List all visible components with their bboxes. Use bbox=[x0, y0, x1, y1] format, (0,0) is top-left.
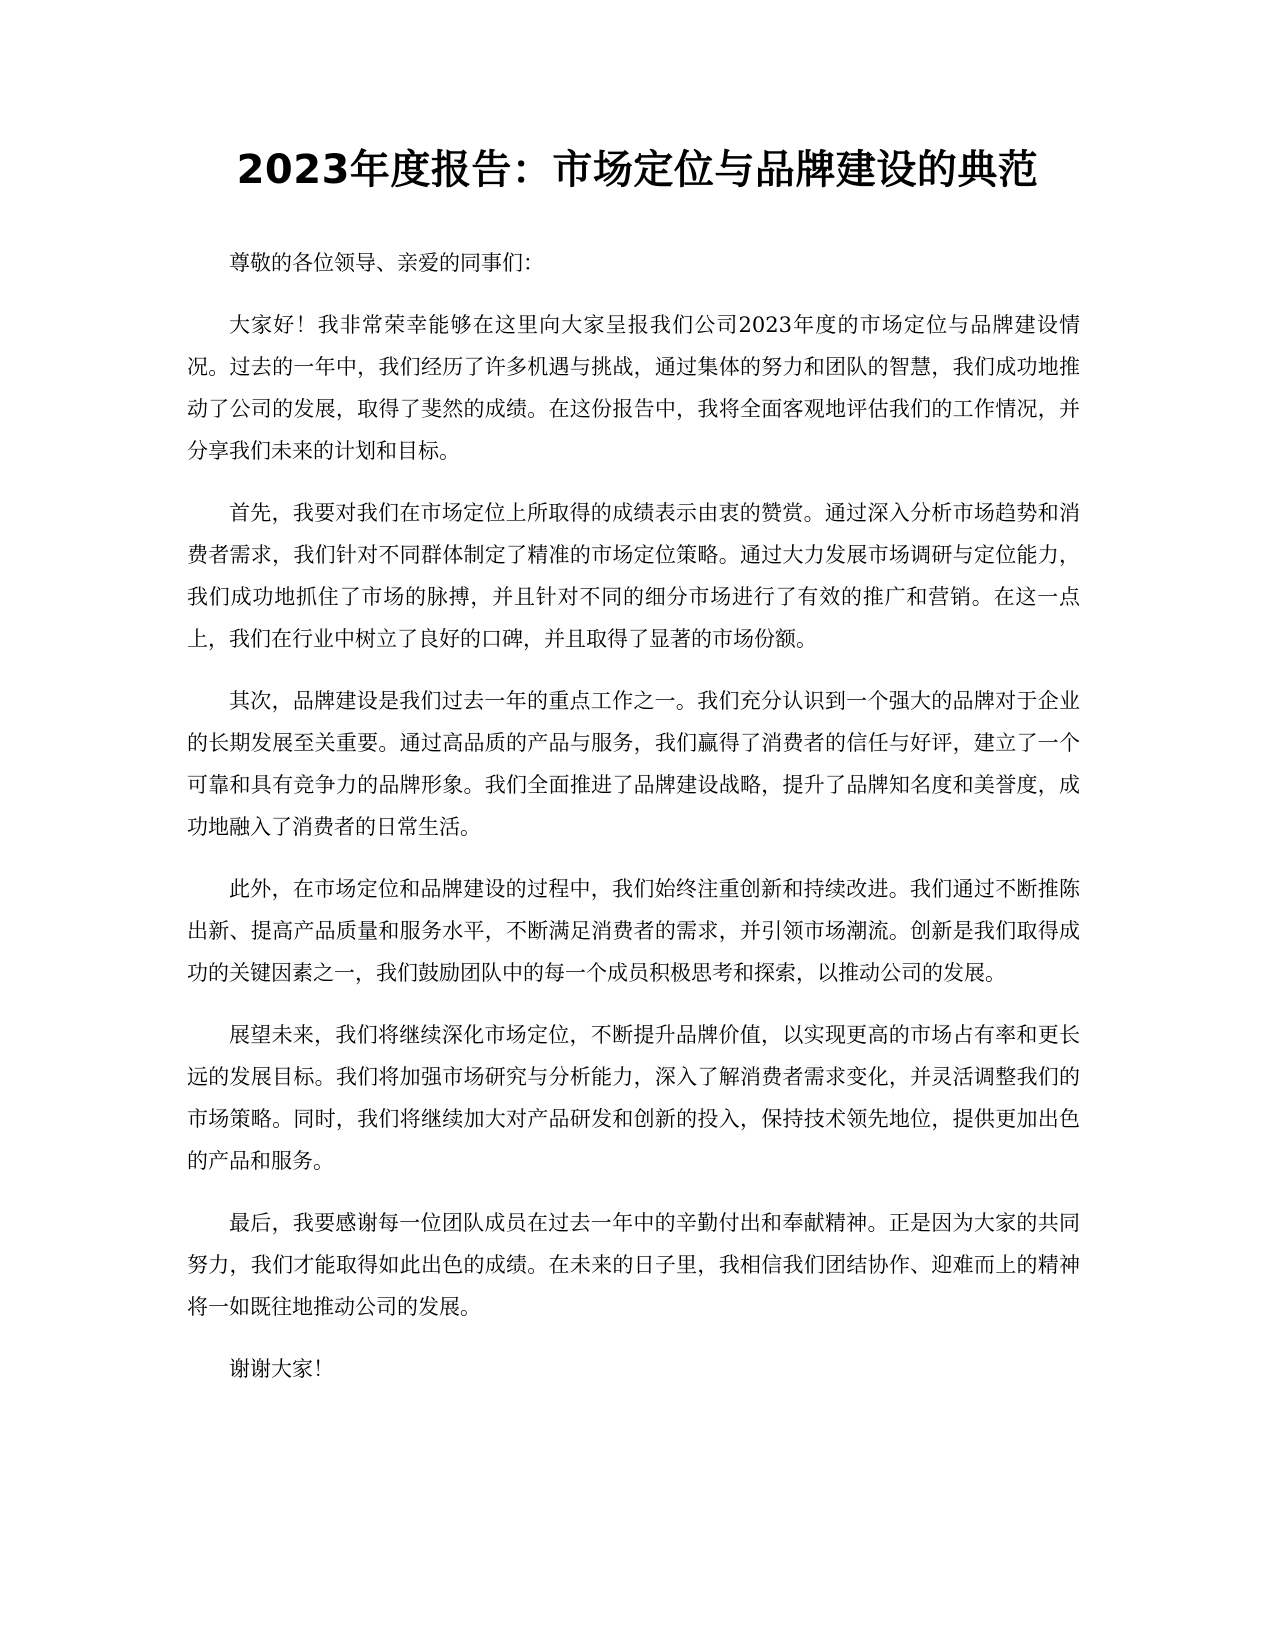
paragraph-outlook: 展望未来，我们将继续深化市场定位，不断提升品牌价值，以实现更高的市场占有率和更长远的发展目标。我们将加强市场研究与分析能力，深入了解消费者需求变化，并灵活调整我们的市场策略。同时，我们将继续加大对产品研发和创新的投入，保持技术领先地位，提供更加出色的产品和服务。 bbox=[187, 1023, 1080, 1173]
paragraph-intro: 大家好！我非常荣幸能够在这里向大家呈报我们公司2023年度的市场定位与品牌建设情况。过去的一年中，我们经历了许多机遇与挑战，通过集体的努力和团队的智慧，我们成功地推动了公司的发展，取得了斐然的成绩。在这份报告中，我将全面客观地评估我们的工作情况，并分享我们未来的计划和目标。 bbox=[187, 313, 1080, 463]
document-body bbox=[187, 242, 1080, 1410]
paragraph-brand-building: 其次，品牌建设是我们过去一年的重点工作之一。我们充分认识到一个强大的品牌对于企业的长期发展至关重要。通过高品质的产品与服务，我们赢得了消费者的信任与好评，建立了一个可靠和具有竞争力的品牌形象。我们全面推进了品牌建设战略，提升了品牌知名度和美誉度，成功地融入了消费者的日常生活。 bbox=[187, 689, 1080, 839]
paragraph-thanks: 最后，我要感谢每一位团队成员在过去一年中的辛勤付出和奉献精神。正是因为大家的共同努力，我们才能取得如此出色的成绩。在未来的日子里，我相信我们团结协作、迎难而上的精神将一如既往地推动公司的发展。 bbox=[187, 1211, 1080, 1319]
document-title: 2023年度报告：市场定位与品牌建设的典范 bbox=[236, 147, 1039, 193]
greeting: 尊敬的各位领导、亲爱的同事们： bbox=[229, 251, 544, 275]
paragraph-innovation: 此外，在市场定位和品牌建设的过程中，我们始终注重创新和持续改进。我们通过不断推陈出新、提高产品质量和服务水平，不断满足消费者的需求，并引领市场潮流。创新是我们取得成功的关键因素之一，我们鼓励团队中的每一个成员积极思考和探索，以推动公司的发展。 bbox=[187, 877, 1080, 985]
closing: 谢谢大家！ bbox=[229, 1357, 334, 1381]
paragraph-market-positioning: 首先，我要对我们在市场定位上所取得的成绩表示由衷的赞赏。通过深入分析市场趋势和消费者需求，我们针对不同群体制定了精准的市场定位策略。通过大力发展市场调研与定位能力，我们成功地抓住了市场的脉搏，并且针对不同的细分市场进行了有效的推广和营销。在这一点上，我们在行业中树立了良好的口碑，并且取得了显著的市场份额。 bbox=[187, 501, 1080, 651]
